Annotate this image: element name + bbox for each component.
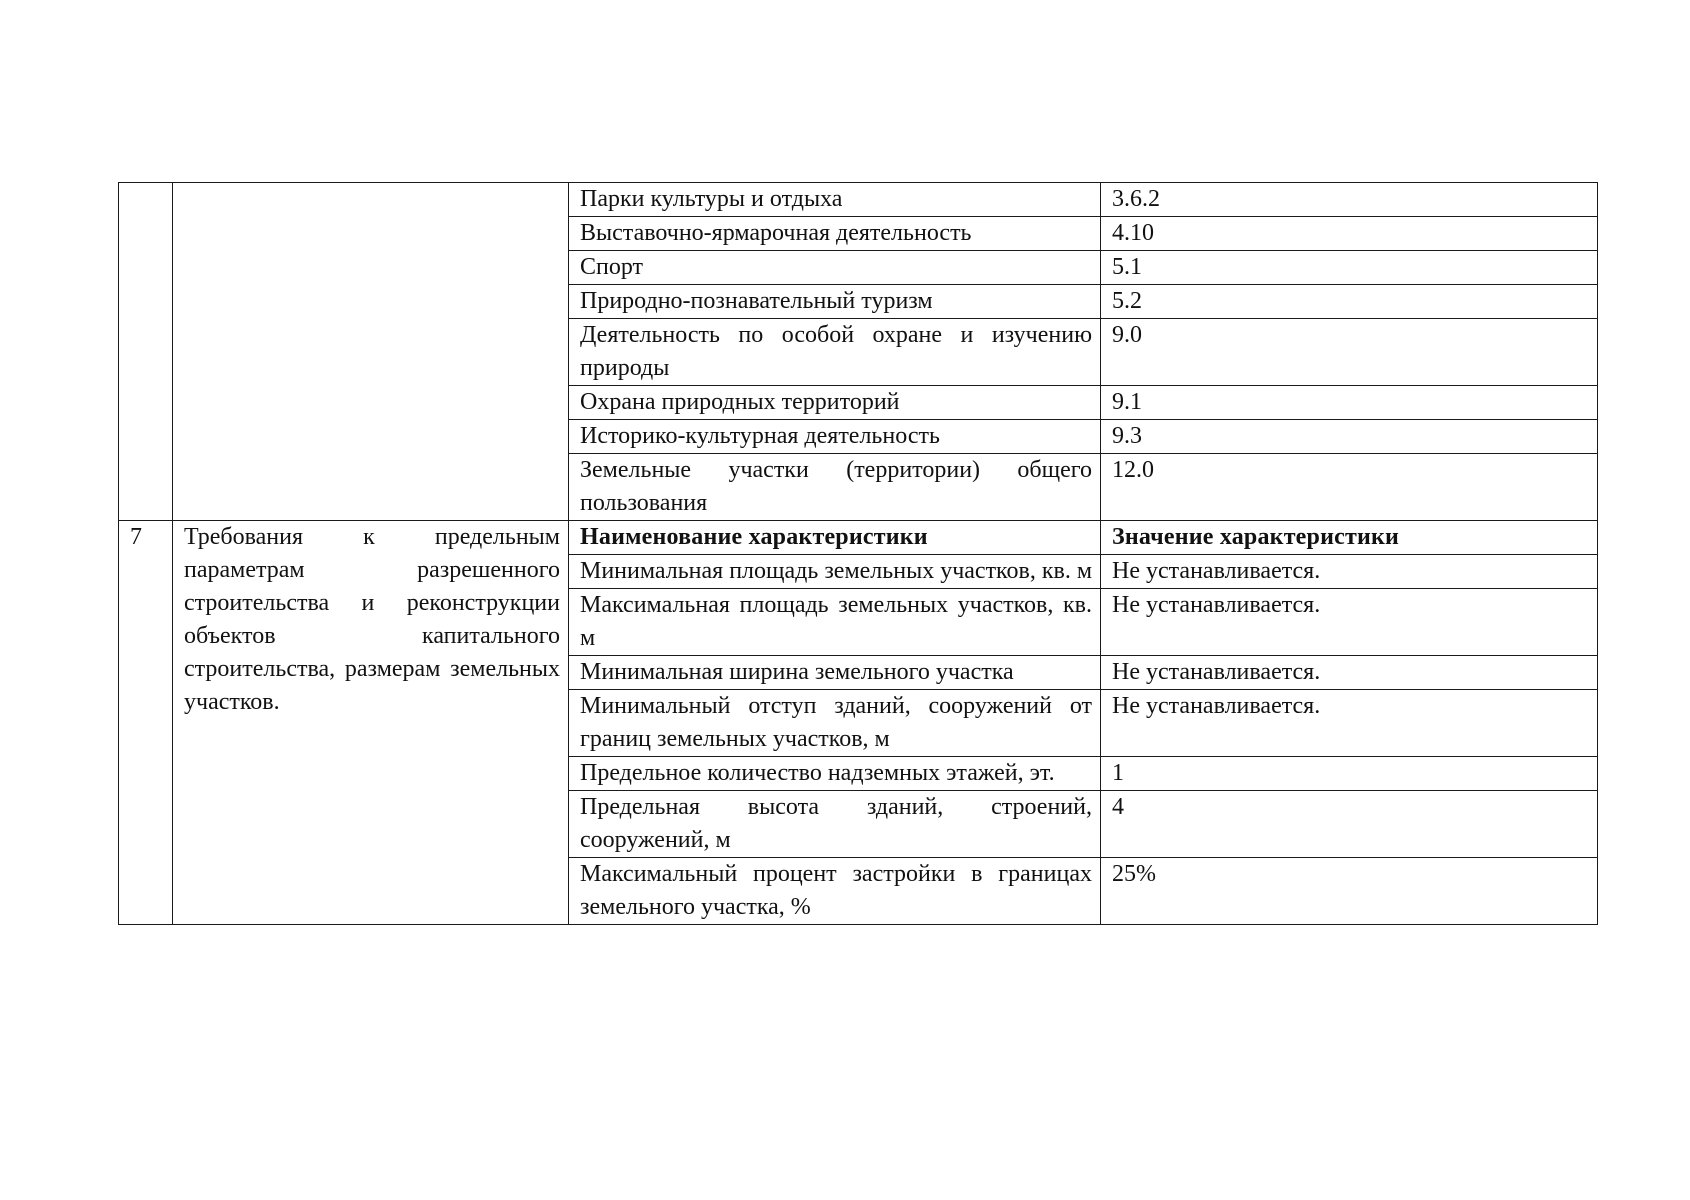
empty-description-cell: [173, 183, 569, 521]
characteristic-value: 1: [1101, 757, 1598, 791]
regulations-table: [118, 182, 1598, 925]
table-row: [119, 183, 1598, 217]
characteristic-name: Минимальная ширина земельного участка: [569, 656, 1101, 690]
land-use-name: Историко-культурная деятельность: [569, 420, 1101, 454]
characteristic-name: Предельная высота зданий, строений, сооружений, м: [569, 791, 1101, 858]
land-use-name: Парки культуры и отдыха: [569, 183, 1101, 217]
characteristic-name: Минимальный отступ зданий, сооружений от границ земельных участков, м: [569, 690, 1101, 757]
land-use-code: 5.2: [1101, 285, 1598, 319]
characteristic-value: 4: [1101, 791, 1598, 858]
characteristic-value: Не устанавливается.: [1101, 690, 1598, 757]
land-use-code: 9.3: [1101, 420, 1598, 454]
land-use-name: Деятельность по особой охране и изучению природы: [569, 319, 1101, 386]
characteristic-name: Предельное количество надземных этажей, эт.: [569, 757, 1101, 791]
table-row: [119, 521, 1598, 555]
land-use-name: Природно-познавательный туризм: [569, 285, 1101, 319]
characteristic-name: Максимальный процент застройки в границах земельного участка, %: [569, 858, 1101, 925]
characteristic-name: Минимальная площадь земельных участков, кв. м: [569, 555, 1101, 589]
empty-number-cell: [119, 183, 173, 521]
section-number: 7: [119, 521, 173, 925]
characteristic-name: Максимальная площадь земельных участков, кв. м: [569, 589, 1101, 656]
land-use-name: Охрана природных территорий: [569, 386, 1101, 420]
characteristic-value: Не устанавливается.: [1101, 589, 1598, 656]
land-use-code: 12.0: [1101, 454, 1598, 521]
characteristic-value: 25%: [1101, 858, 1598, 925]
land-use-name: Спорт: [569, 251, 1101, 285]
land-use-code: 3.6.2: [1101, 183, 1598, 217]
column-header-name: Наименование характеристики: [569, 521, 1101, 555]
land-use-code: 4.10: [1101, 217, 1598, 251]
land-use-name: Выставочно-ярмарочная деятельность: [569, 217, 1101, 251]
characteristic-value: Не устанавливается.: [1101, 656, 1598, 690]
section-description: Требования к предельным параметрам разрешенного строительства и реконструкции объектов капитального строительства, размерам земельных участков.: [173, 521, 569, 925]
land-use-code: 9.1: [1101, 386, 1598, 420]
land-use-code: 9.0: [1101, 319, 1598, 386]
characteristic-value: Не устанавливается.: [1101, 555, 1598, 589]
land-use-code: 5.1: [1101, 251, 1598, 285]
column-header-value: Значение характеристики: [1101, 521, 1598, 555]
land-use-name: Земельные участки (территории) общего пользования: [569, 454, 1101, 521]
